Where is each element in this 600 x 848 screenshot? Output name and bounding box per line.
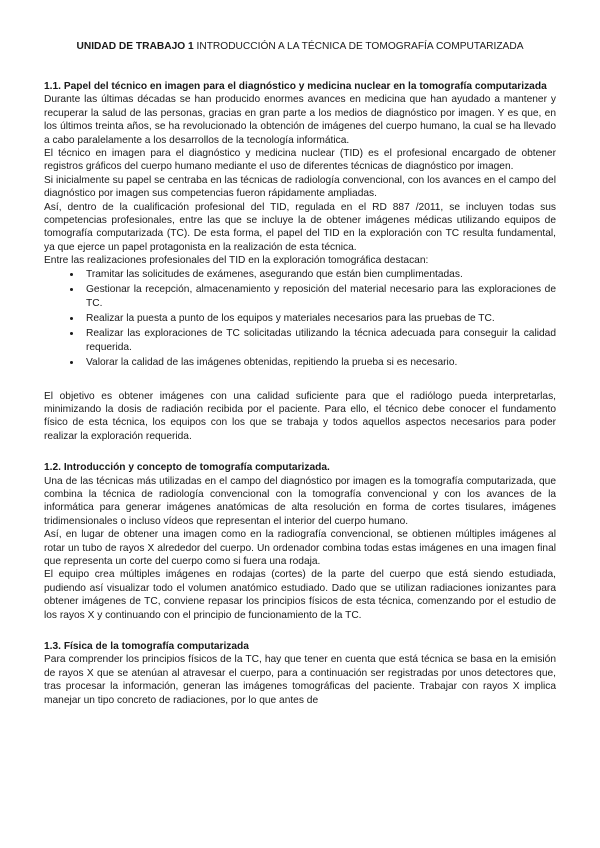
list-item: • Realizar la puesta a punto de los equipos y materiales necesarios para las pruebas de TC. [82, 312, 556, 325]
section-2-heading: 1.2. Introducción y concepto de tomografía computarizada. [44, 462, 330, 474]
section-2-paragraph-2: Así, en lugar de obtener una imagen como en la radiografía convencional, se obtienen múltiples imágenes al rotar un tubo de rayos X alrededor del cuerpo. Un ordenador combina todas estas imágenes en una imagen final que representa un corte del cuerpo como si fuera una rodaja. [44, 529, 556, 567]
list-item: • Tramitar las solicitudes de exámenes, asegurando que están bien cumplimentadas. [82, 268, 556, 281]
section-1-paragraph-6: El objetivo es obtener imágenes con una calidad suficiente para que el radiólogo pueda interpretarlas, minimizando la dosis de radiación recibida por el paciente. Para ello, el técnico debe conocer el fundamento físico de esta técnica, los equipos con los que se trabaja y todos aquellos aspectos necesarios para poder realizar la exploración requerida. [44, 390, 556, 442]
tid-duties-list [44, 268, 556, 370]
section-3-paragraph-1: Para comprender los principios físicos de la TC, hay que tener en cuenta que está técnica se basa en la emisión de rayos X que se atenúan al atravesar el cuerpo, para a continuación ser registradas por unos detectores que, tras procesar la información, generan las imágenes tomográficas del paciente. Trabajar con rayos X implica manejar un tipo concreto de radiaciones, por lo que antes de [44, 654, 556, 706]
list-item: • Realizar las exploraciones de TC solicitadas utilizando la técnica adecuada para conseguir la calidad requerida. [82, 327, 556, 354]
unit-title [44, 40, 556, 54]
section-1-paragraph-5: Entre las realizaciones profesionales del TID en la exploración tomográfica destacan: [44, 255, 429, 267]
section-1-paragraph-2: El técnico en imagen para el diagnóstico y medicina nuclear (TID) es el profesional encargado de obtener registros gráficos del cuerpo humano mediante el uso de diferentes técnicas de diagnóstico por imagen. [44, 148, 556, 173]
list-item: • Valorar la calidad de las imágenes obtenidas, repitiendo la prueba si es necesario. [82, 356, 556, 369]
unit-title-text: INTRODUCCIÓN A LA TÉCNICA DE TOMOGRAFÍA COMPUTARIZADA [196, 41, 524, 52]
section-2-paragraph-1: Una de las técnicas más utilizadas en el campo del diagnóstico por imagen es la tomografía computarizada, que combina la técnica de radiología convencional con la tomografía convencional y con los avances de la informática para generar imágenes anatómicas de alta resolución en forma de cortes tisulares, imágenes tridimensionales o incluso vídeos que representan el interior del cuerpo humano. [44, 475, 556, 527]
section-2-paragraph-3: El equipo crea múltiples imágenes en rodajas (cortes) de la parte del cuerpo que está siendo estudiada, pudiendo así visualizar todo el volumen anatómico estudiado. Dado que se utilizan radiaciones ionizantes para obtener imágenes de TC, conviene repasar los principios físicos de esta técnica, comenzando por el estudio de los rayos X y continuando con el principio de funcionamiento de la TC. [44, 569, 556, 621]
unit-label: UNIDAD DE TRABAJO 1 [76, 41, 194, 52]
section-1-paragraph-4: Así, dentro de la cualificación profesional del TID, regulada en el RD 887 /2011, se incluyen todas sus competencias profesionales, entre las que se incluye la de obtener imágenes médicas utilizando equipos de tomografía computarizada (TC). De esta forma, el papel del TID en la exploración con TC resulta fundamental, ya que ejerce un papel protagonista en la realización de esta técnica. [44, 201, 556, 253]
section-1-paragraph-1: Durante las últimas décadas se han producido enormes avances en medicina que han ayudado a mantener y recuperar la salud de las personas, gracias en gran parte a los medios de diagnóstico por imagen. Y es que, en los últimos treinta años, se ha revolucionado la obtención de imágenes del cuerpo humano, la cual se ha llevado a cabo paralelamente a los desarrollos de la tecnología informática. [44, 94, 556, 146]
list-item: • Gestionar la recepción, almacenamiento y reposición del material necesario para las exploraciones de TC. [82, 283, 556, 310]
section-1-paragraph-3: Si inicialmente su papel se centraba en las técnicas de radiología convencional, con los avances en el campo del diagnóstico por imagen sus competencias fueron rápidamente ampliadas. [44, 174, 556, 200]
section-1-heading: 1.1. Papel del técnico en imagen para el diagnóstico y medicina nuclear en la tomografía computarizada [44, 81, 547, 92]
section-3-heading: 1.3. Física de la tomografía computarizada [44, 641, 249, 653]
